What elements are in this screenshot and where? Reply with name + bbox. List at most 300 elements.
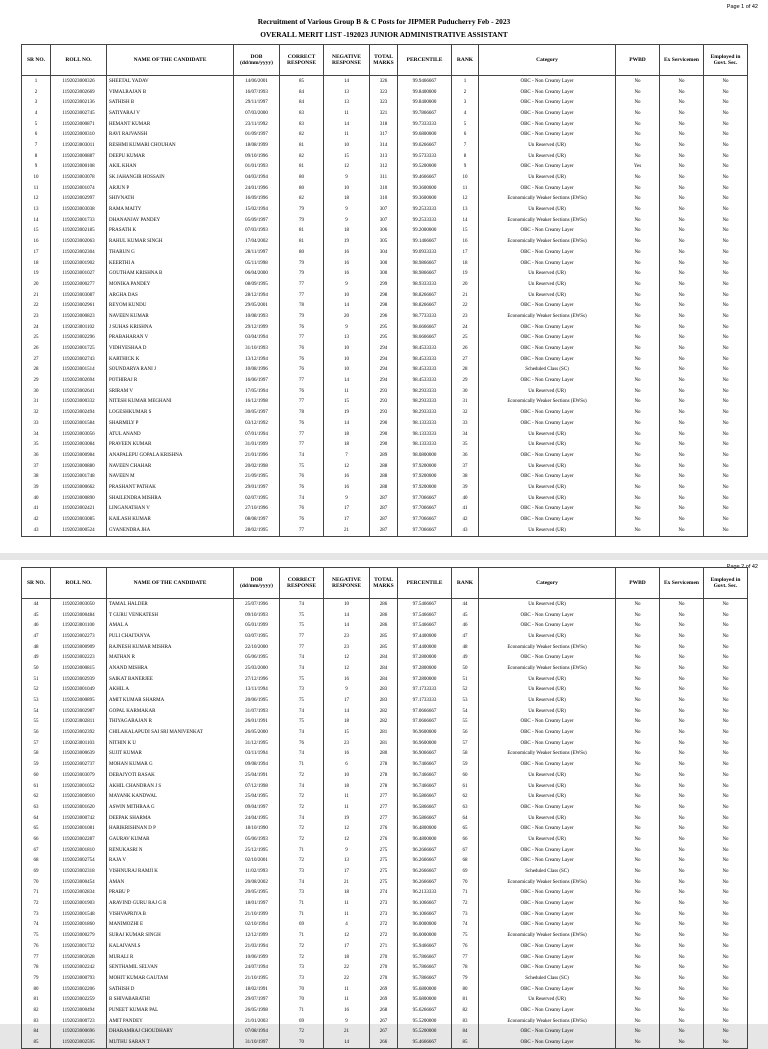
cell-sr-no: 28: [22, 365, 51, 376]
cell-pwbd: No: [616, 941, 660, 952]
cell-employed-govt: No: [704, 920, 748, 931]
cell-pwbd: No: [616, 140, 660, 151]
cell-category: OBC - Non Creamy Layer: [479, 76, 616, 87]
cell-candidate-name: GOPAL KARMAKAR: [107, 706, 234, 717]
cell-total-marks: 304: [370, 247, 398, 258]
cell-negative-response: 16: [324, 749, 370, 760]
cell-pwbd: No: [616, 365, 660, 376]
cell-pwbd: No: [616, 87, 660, 98]
cell-employed-govt: No: [704, 493, 748, 504]
cell-sr-no: 8: [22, 151, 51, 162]
cell-ex-servicemen: No: [660, 504, 704, 515]
cell-negative-response: 9: [324, 279, 370, 290]
cell-negative-response: 9: [324, 1016, 370, 1027]
cell-total-marks: 275: [370, 856, 398, 867]
cell-pwbd: No: [616, 866, 660, 877]
cell-negative-response: 14: [324, 610, 370, 621]
cell-percentile: 99.7866667: [398, 108, 452, 119]
cell-pwbd: No: [616, 504, 660, 515]
table-row: [22, 620, 748, 631]
cell-percentile: 96.2666667: [398, 845, 452, 856]
cell-roll-no: 1192023002304: [51, 247, 107, 258]
cell-sr-no: 13: [22, 204, 51, 215]
cell-dob: 31/01/1999: [234, 439, 280, 450]
cell-sr-no: 26: [22, 343, 51, 354]
cell-rank: 66: [452, 834, 479, 845]
cell-roll-no: 1192023000639: [51, 749, 107, 760]
cell-dob: 16/12/1998: [234, 397, 280, 408]
cell-total-marks: 275: [370, 877, 398, 888]
cell-rank: 49: [452, 652, 479, 663]
cell-dob: 18/08/1999: [234, 140, 280, 151]
cell-employed-govt: No: [704, 418, 748, 429]
cell-candidate-name: KARTHICK K: [107, 354, 234, 365]
cell-rank: 18: [452, 258, 479, 269]
cell-employed-govt: No: [704, 727, 748, 738]
cell-negative-response: 14: [324, 119, 370, 130]
cell-category: Economically Weaker Sections (EWSs): [479, 215, 616, 226]
cell-candidate-name: NAVEEN KUMAR: [107, 311, 234, 322]
cell-rank: 2: [452, 87, 479, 98]
cell-sr-no: 83: [22, 1016, 51, 1027]
cell-negative-response: 10: [324, 183, 370, 194]
cell-dob: 10/08/1993: [234, 311, 280, 322]
cell-percentile: 98.6666667: [398, 333, 452, 344]
cell-rank: 71: [452, 888, 479, 899]
cell-dob: 05/09/1997: [234, 215, 280, 226]
cell-dob: 07/08/1994: [234, 1027, 280, 1038]
cell-negative-response: 16: [324, 268, 370, 279]
column-header-category: Category: [479, 568, 616, 599]
table-row: [22, 962, 748, 973]
table-row: [22, 279, 748, 290]
cell-candidate-name: PRABU P: [107, 888, 234, 899]
table-row: [22, 87, 748, 98]
cell-employed-govt: No: [704, 343, 748, 354]
cell-ex-servicemen: No: [660, 87, 704, 98]
cell-pwbd: No: [616, 759, 660, 770]
cell-negative-response: 16: [324, 482, 370, 493]
cell-candidate-name: MURALI R: [107, 952, 234, 963]
cell-total-marks: 277: [370, 791, 398, 802]
cell-category: OBC - Non Creamy Layer: [479, 898, 616, 909]
cell-pwbd: No: [616, 343, 660, 354]
cell-rank: 56: [452, 727, 479, 738]
cell-category: OBC - Non Creamy Layer: [479, 856, 616, 867]
cell-total-marks: 287: [370, 493, 398, 504]
cell-sr-no: 33: [22, 418, 51, 429]
cell-sr-no: 62: [22, 791, 51, 802]
cell-total-marks: 307: [370, 215, 398, 226]
cell-negative-response: 10: [324, 140, 370, 151]
cell-category: OBC - Non Creamy Layer: [479, 652, 616, 663]
cell-negative-response: 23: [324, 642, 370, 653]
cell-sr-no: 42: [22, 514, 51, 525]
column-header-category: Category: [479, 45, 616, 76]
cell-rank: 31: [452, 397, 479, 408]
cell-dob: 20/05/1995: [234, 888, 280, 899]
cell-negative-response: 15: [324, 727, 370, 738]
cell-employed-govt: No: [704, 888, 748, 899]
cell-pwbd: No: [616, 620, 660, 631]
cell-ex-servicemen: No: [660, 652, 704, 663]
cell-total-marks: 299: [370, 279, 398, 290]
cell-category: Un Reserved (UR): [479, 140, 616, 151]
cell-correct-response: 74: [280, 493, 324, 504]
cell-roll-no: 1192023000279: [51, 930, 107, 941]
cell-candidate-name: SK JAHANGIR HOSSAIN: [107, 172, 234, 183]
cell-percentile: 96.2666667: [398, 856, 452, 867]
cell-correct-response: 73: [280, 685, 324, 696]
cell-percentile: 99.5733333: [398, 151, 452, 162]
cell-ex-servicemen: No: [660, 663, 704, 674]
cell-sr-no: 68: [22, 856, 51, 867]
cell-roll-no: 1192023002745: [51, 108, 107, 119]
table-row: [22, 525, 748, 536]
cell-ex-servicemen: No: [660, 525, 704, 536]
table-row: [22, 1027, 748, 1038]
cell-ex-servicemen: No: [660, 407, 704, 418]
cell-category: Economically Weaker Sections (EWSs): [479, 194, 616, 205]
cell-pwbd: No: [616, 525, 660, 536]
cell-correct-response: 70: [280, 1037, 324, 1048]
cell-category: Un Reserved (UR): [479, 781, 616, 792]
cell-employed-govt: No: [704, 738, 748, 749]
cell-ex-servicemen: No: [660, 429, 704, 440]
cell-dob: 31/10/1997: [234, 1037, 280, 1048]
table-row: [22, 354, 748, 365]
cell-negative-response: 16: [324, 471, 370, 482]
cell-negative-response: 13: [324, 333, 370, 344]
cell-dob: 08/09/1995: [234, 279, 280, 290]
cell-rank: 82: [452, 1005, 479, 1016]
cell-negative-response: 21: [324, 525, 370, 536]
cell-employed-govt: No: [704, 695, 748, 706]
cell-rank: 46: [452, 620, 479, 631]
cell-sr-no: 50: [22, 663, 51, 674]
cell-employed-govt: No: [704, 599, 748, 610]
cell-candidate-name: NITHIN K U: [107, 738, 234, 749]
cell-percentile: 96.0000000: [398, 920, 452, 931]
cell-sr-no: 18: [22, 258, 51, 269]
table-row: [22, 300, 748, 311]
cell-roll-no: 1192023003038: [51, 204, 107, 215]
cell-negative-response: 10: [324, 770, 370, 781]
cell-total-marks: 287: [370, 504, 398, 515]
cell-rank: 74: [452, 920, 479, 931]
cell-rank: 63: [452, 802, 479, 813]
cell-sr-no: 9: [22, 162, 51, 173]
cell-rank: 44: [452, 599, 479, 610]
cell-pwbd: No: [616, 290, 660, 301]
cell-candidate-name: NITESH KUMAR MEGHANI: [107, 397, 234, 408]
cell-sr-no: 65: [22, 823, 51, 834]
table-row: [22, 397, 748, 408]
cell-sr-no: 31: [22, 397, 51, 408]
cell-pwbd: No: [616, 183, 660, 194]
cell-ex-servicemen: No: [660, 471, 704, 482]
cell-sr-no: 58: [22, 749, 51, 760]
cell-total-marks: 266: [370, 1037, 398, 1048]
cell-pwbd: No: [616, 108, 660, 119]
cell-sr-no: 51: [22, 674, 51, 685]
cell-dob: 16/06/1997: [234, 375, 280, 386]
cell-ex-servicemen: No: [660, 493, 704, 504]
cell-sr-no: 47: [22, 631, 51, 642]
cell-correct-response: 69: [280, 920, 324, 931]
cell-rank: 81: [452, 994, 479, 1005]
cell-rank: 36: [452, 450, 479, 461]
cell-category: Un Reserved (UR): [479, 994, 616, 1005]
cell-correct-response: 80: [280, 247, 324, 258]
cell-employed-govt: No: [704, 674, 748, 685]
cell-dob: 09/10/1996: [234, 151, 280, 162]
cell-percentile: 97.7066667: [398, 525, 452, 536]
cell-employed-govt: No: [704, 172, 748, 183]
cell-ex-servicemen: No: [660, 866, 704, 877]
cell-correct-response: 72: [280, 802, 324, 813]
cell-negative-response: 10: [324, 343, 370, 354]
cell-correct-response: 74: [280, 706, 324, 717]
cell-candidate-name: AKHIL CHANDRAN J S: [107, 781, 234, 792]
cell-roll-no: 1192023002834: [51, 888, 107, 899]
page-number: Page 2 of 42: [726, 564, 758, 570]
cell-sr-no: 32: [22, 407, 51, 418]
table-row: [22, 610, 748, 621]
cell-employed-govt: No: [704, 717, 748, 728]
table-row: [22, 781, 748, 792]
cell-ex-servicemen: No: [660, 397, 704, 408]
cell-category: OBC - Non Creamy Layer: [479, 845, 616, 856]
cell-rank: 51: [452, 674, 479, 685]
cell-sr-no: 82: [22, 1005, 51, 1016]
cell-ex-servicemen: No: [660, 599, 704, 610]
cell-sr-no: 55: [22, 717, 51, 728]
cell-sr-no: 46: [22, 620, 51, 631]
cell-total-marks: 277: [370, 813, 398, 824]
cell-correct-response: 76: [280, 514, 324, 525]
cell-total-marks: 312: [370, 162, 398, 173]
table-row: [22, 994, 748, 1005]
cell-total-marks: 288: [370, 482, 398, 493]
cell-sr-no: 76: [22, 941, 51, 952]
cell-roll-no: 1192023000108: [51, 162, 107, 173]
cell-ex-servicemen: No: [660, 311, 704, 322]
cell-total-marks: 307: [370, 204, 398, 215]
cell-correct-response: 72: [280, 1027, 324, 1038]
cell-rank: 19: [452, 268, 479, 279]
cell-ex-servicemen: No: [660, 450, 704, 461]
table-row: [22, 333, 748, 344]
cell-negative-response: 16: [324, 247, 370, 258]
cell-roll-no: 1192023000454: [51, 877, 107, 888]
cell-dob: 05/06/1995: [234, 652, 280, 663]
cell-pwbd: No: [616, 322, 660, 333]
cell-roll-no: 1192023000871: [51, 119, 107, 130]
cell-negative-response: 7: [324, 450, 370, 461]
cell-total-marks: 318: [370, 119, 398, 130]
cell-dob: 29/11/1997: [234, 97, 280, 108]
cell-roll-no: 1192023000524: [51, 525, 107, 536]
cell-employed-govt: No: [704, 514, 748, 525]
cell-candidate-name: NAVEEN CHAHAR: [107, 461, 234, 472]
merit-table-page-2: [21, 567, 748, 1049]
cell-candidate-name: PULI CHAITANYA: [107, 631, 234, 642]
cell-sr-no: 36: [22, 450, 51, 461]
cell-employed-govt: No: [704, 236, 748, 247]
cell-negative-response: 18: [324, 888, 370, 899]
table-row: [22, 770, 748, 781]
cell-rank: 79: [452, 973, 479, 984]
cell-candidate-name: TAMAL HALDER: [107, 599, 234, 610]
cell-negative-response: 18: [324, 439, 370, 450]
cell-rank: 4: [452, 108, 479, 119]
cell-category: OBC - Non Creamy Layer: [479, 183, 616, 194]
cell-percentile: 98.9866667: [398, 258, 452, 269]
cell-pwbd: No: [616, 888, 660, 899]
cell-sr-no: 38: [22, 471, 51, 482]
cell-candidate-name: AMIT KUMAR SHARMA: [107, 695, 234, 706]
column-header-ex-servicemen: Ex Servicemen: [660, 568, 704, 599]
cell-rank: 20: [452, 279, 479, 290]
table-row: [22, 375, 748, 386]
table-row: [22, 418, 748, 429]
column-header-ex-servicemen: Ex Servicemen: [660, 45, 704, 76]
cell-percentile: 99.4666667: [398, 172, 452, 183]
table-row: [22, 898, 748, 909]
cell-employed-govt: No: [704, 866, 748, 877]
cell-correct-response: 77: [280, 631, 324, 642]
cell-total-marks: 275: [370, 866, 398, 877]
cell-ex-servicemen: No: [660, 354, 704, 365]
cell-roll-no: 1192023001081: [51, 823, 107, 834]
cell-dob: 06/04/2000: [234, 268, 280, 279]
cell-roll-no: 1192023002961: [51, 300, 107, 311]
cell-correct-response: 77: [280, 333, 324, 344]
cell-employed-govt: No: [704, 375, 748, 386]
cell-total-marks: 326: [370, 76, 398, 87]
cell-correct-response: 76: [280, 738, 324, 749]
cell-roll-no: 1192023000332: [51, 397, 107, 408]
cell-negative-response: 11: [324, 909, 370, 920]
cell-ex-servicemen: No: [660, 386, 704, 397]
cell-rank: 5: [452, 119, 479, 130]
table-row: [22, 108, 748, 119]
cell-sr-no: 40: [22, 493, 51, 504]
column-header-total-marks: TOTAL MARKS: [370, 45, 398, 76]
cell-negative-response: 18: [324, 429, 370, 440]
cell-percentile: 96.9600000: [398, 727, 452, 738]
cell-candidate-name: ANAPALEPU GOPALA KRISHNA: [107, 450, 234, 461]
table-row: [22, 97, 748, 108]
cell-sr-no: 44: [22, 599, 51, 610]
cell-rank: 33: [452, 418, 479, 429]
cell-negative-response: 9: [324, 204, 370, 215]
cell-percentile: 98.4533333: [398, 375, 452, 386]
cell-candidate-name: SUJIT KUMAR: [107, 749, 234, 760]
cell-candidate-name: AMAL A: [107, 620, 234, 631]
cell-dob: 27/10/1996: [234, 504, 280, 515]
cell-sr-no: 61: [22, 781, 51, 792]
cell-roll-no: 1192023003079: [51, 770, 107, 781]
cell-employed-govt: No: [704, 268, 748, 279]
table-row: [22, 129, 748, 140]
table-row: [22, 140, 748, 151]
cell-negative-response: 17: [324, 514, 370, 525]
cell-roll-no: 1192023003050: [51, 599, 107, 610]
cell-rank: 25: [452, 333, 479, 344]
table-row: [22, 215, 748, 226]
column-header-correct-response: CORRECT RESPONSE: [280, 568, 324, 599]
cell-ex-servicemen: No: [660, 706, 704, 717]
cell-correct-response: 70: [280, 994, 324, 1005]
cell-ex-servicemen: No: [660, 1016, 704, 1027]
column-header-roll-no: ROLL NO.: [51, 568, 107, 599]
cell-sr-no: 6: [22, 129, 51, 140]
cell-candidate-name: POTHIRAJ R: [107, 375, 234, 386]
cell-total-marks: 286: [370, 620, 398, 631]
cell-ex-servicemen: No: [660, 888, 704, 899]
cell-negative-response: 14: [324, 300, 370, 311]
cell-sr-no: 66: [22, 834, 51, 845]
cell-percentile: 97.1733333: [398, 695, 452, 706]
cell-ex-servicemen: No: [660, 279, 704, 290]
cell-total-marks: 270: [370, 952, 398, 963]
cell-correct-response: 77: [280, 279, 324, 290]
cell-ex-servicemen: No: [660, 1005, 704, 1016]
cell-candidate-name: KALAIVANI.S: [107, 941, 234, 952]
cell-category: Un Reserved (UR): [479, 599, 616, 610]
cell-employed-govt: No: [704, 397, 748, 408]
cell-category: OBC - Non Creamy Layer: [479, 759, 616, 770]
cell-rank: 64: [452, 813, 479, 824]
cell-category: OBC - Non Creamy Layer: [479, 375, 616, 386]
cell-percentile: 98.1333333: [398, 439, 452, 450]
cell-sr-no: 24: [22, 322, 51, 333]
cell-negative-response: 15: [324, 397, 370, 408]
table-row: [22, 290, 748, 301]
cell-percentile: 95.7866667: [398, 962, 452, 973]
cell-correct-response: 80: [280, 183, 324, 194]
cell-rank: 69: [452, 866, 479, 877]
cell-employed-govt: No: [704, 119, 748, 130]
cell-ex-servicemen: No: [660, 268, 704, 279]
cell-pwbd: No: [616, 119, 660, 130]
cell-candidate-name: DHARAMRAJ CHOUDHARY: [107, 1027, 234, 1038]
cell-negative-response: 18: [324, 226, 370, 237]
cell-roll-no: 1192023000895: [51, 695, 107, 706]
cell-employed-govt: No: [704, 76, 748, 87]
cell-dob: 10/08/1996: [234, 365, 280, 376]
cell-correct-response: 71: [280, 909, 324, 920]
cell-correct-response: 77: [280, 375, 324, 386]
cell-category: OBC - Non Creamy Layer: [479, 343, 616, 354]
cell-total-marks: 300: [370, 258, 398, 269]
cell-dob: 16/09/1996: [234, 194, 280, 205]
cell-category: OBC - Non Creamy Layer: [479, 738, 616, 749]
cell-ex-servicemen: No: [660, 952, 704, 963]
cell-employed-govt: No: [704, 631, 748, 642]
cell-employed-govt: No: [704, 140, 748, 151]
cell-percentile: 96.4800000: [398, 834, 452, 845]
cell-negative-response: 16: [324, 1005, 370, 1016]
cell-dob: 24/07/1994: [234, 962, 280, 973]
cell-negative-response: 20: [324, 311, 370, 322]
cell-percentile: 97.0666667: [398, 706, 452, 717]
cell-dob: 26/05/2000: [234, 727, 280, 738]
cell-negative-response: 11: [324, 802, 370, 813]
cell-dob: 13/11/1994: [234, 685, 280, 696]
